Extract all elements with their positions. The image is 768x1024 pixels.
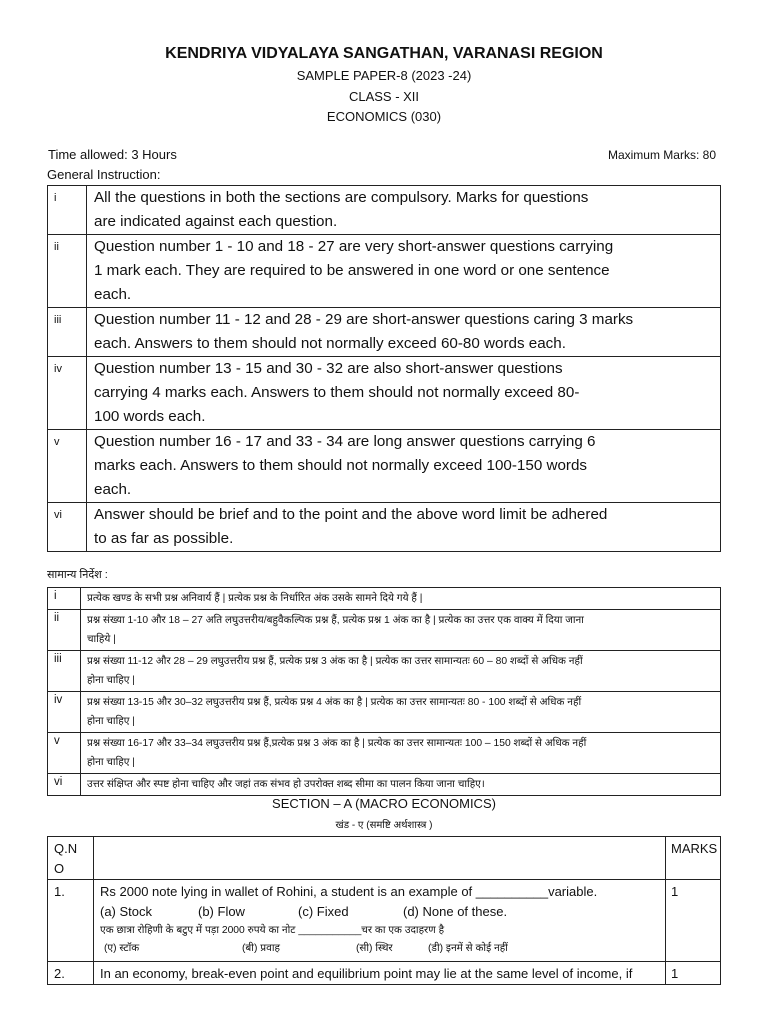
instruction-line: Question number 11 - 12 and 28 - 29 are short-answer questions caring 3 marks (94, 311, 634, 328)
class-title: CLASS - XII (348, 89, 420, 104)
instruction-hindi-line: उत्तर संक्षिप्त और स्पष्ट होना चाहिए और जहां तक संभव हो उपरोक्त शब्द सीमा का पालन किया जाना चाहिए। (87, 779, 485, 790)
option-c: (c) Fixed (298, 904, 349, 919)
option-d-hindi: (डी) इनमें से कोई नहीं (428, 943, 508, 954)
hindi-instructions-table (47, 587, 721, 796)
instruction-hindi-number: iv (48, 692, 81, 733)
question-marks: 1 (666, 880, 721, 962)
instruction-row (48, 430, 721, 503)
option-d: (d) None of these. (403, 904, 508, 919)
question-text: Rs 2000 note lying in wallet of Rohini, a student is an example of __________variable. (100, 884, 598, 899)
instruction-line: Question number 16 - 17 and 33 - 34 are long answer questions carrying 6 (94, 433, 596, 450)
question-row (48, 962, 721, 985)
section-title: SECTION – A (MACRO ECONOMICS) (272, 796, 496, 811)
instruction-line: Answer should be brief and to the point and the above word limit be adhered (94, 506, 608, 523)
instruction-hindi-row (48, 651, 721, 692)
instruction-text (87, 357, 721, 430)
paper-title: SAMPLE PAPER-8 (2023 -24) (296, 68, 472, 83)
question-options (100, 902, 660, 922)
maximum-marks: Maximum Marks: 80 (607, 148, 716, 162)
instruction-hindi-line: प्रश्न संख्या 16-17 और 33–34 लघुउत्तरीय प्रश्न हैं,प्रत्येक प्रश्न 3 अंक का है | प्रत्येक का उत्तर सामान्यतः 100 – 150 शब्दों से अधिक नहीं (87, 738, 587, 749)
instruction-line: each. (94, 286, 132, 303)
qno-header-line1: Q.N (54, 841, 78, 856)
option-a: (a) Stock (100, 904, 153, 919)
instruction-row (48, 503, 721, 552)
instruction-hindi-text (81, 610, 721, 651)
option-c-hindi: (सी) स्थिर (356, 943, 393, 954)
instruction-hindi-line: प्रत्येक खण्ड के सभी प्रश्न अनिवार्य हैं | प्रत्येक प्रश्न के निर्धारित अंक उसके सामने दिये गये हैं | (87, 593, 423, 604)
qno-header (48, 837, 94, 880)
instruction-hindi-line: होना चाहिए | (87, 757, 135, 768)
instruction-number: iv (48, 357, 87, 430)
instruction-row (48, 186, 721, 235)
instruction-hindi-text (81, 588, 721, 610)
time-allowed: Time allowed: 3 Hours (48, 147, 177, 162)
instruction-line: each. (94, 481, 132, 498)
instruction-number: i (48, 186, 87, 235)
option-b-hindi: (बी) प्रवाह (242, 943, 280, 954)
instruction-hindi-line: प्रश्न संख्या 11-12 और 28 – 29 लघुउत्तरीय प्रश्न हैं, प्रत्येक प्रश्न 3 अंक का है | प्रत्येक का उत्तर सामान्यतः 60 – 80 शब्दों से अधिक नहीं (87, 656, 583, 667)
section-title-hindi: खंड - ए (समष्टि अर्थशास्त्र ) (335, 820, 433, 831)
instruction-hindi-number: i (48, 588, 81, 610)
instruction-row (48, 357, 721, 430)
instruction-hindi-line: होना चाहिए | (87, 675, 135, 686)
instruction-hindi-line: होना चाहिए | (87, 716, 135, 727)
question-options-hindi (100, 940, 660, 961)
instruction-row (48, 235, 721, 308)
question-text: In an economy, break-even point and equilibrium point may lie at the same level of income, if (94, 962, 666, 985)
subject-title: ECONOMICS (030) (326, 109, 442, 124)
instruction-hindi-text (81, 651, 721, 692)
instruction-hindi-text (81, 692, 721, 733)
instruction-number: vi (48, 503, 87, 552)
questions-table (47, 836, 721, 985)
question-header-blank (94, 837, 666, 880)
instruction-hindi-row (48, 610, 721, 651)
question-text-hindi: एक छात्रा रोहिणी के बटुए में पड़ा 2000 रुपये का नोट ___________चर का एक उदाहरण है (100, 925, 445, 936)
instruction-line: Question number 13 - 15 and 30 - 32 are also short-answer questions (94, 360, 563, 377)
school-title: KENDRIYA VIDYALAYA SANGATHAN, VARANASI REGION (165, 45, 603, 62)
instruction-row (48, 308, 721, 357)
instruction-text (87, 503, 721, 552)
question-row (48, 880, 721, 962)
instruction-text (87, 430, 721, 503)
instruction-text (87, 186, 721, 235)
instruction-line: marks each. Answers to them should not normally exceed 100-150 words (94, 457, 587, 474)
instruction-line: each. Answers to them should not normally exceed 60-80 words each. (94, 335, 566, 352)
instruction-hindi-number: v (48, 733, 81, 774)
instruction-text (87, 308, 721, 357)
option-a-hindi: (ए) स्टॉक (104, 943, 140, 954)
instruction-line: are indicated against each question. (94, 213, 338, 230)
instruction-hindi-line: चाहिये | (87, 634, 116, 645)
instruction-line: carrying 4 marks each. Answers to them should not normally exceed 80- (94, 384, 580, 401)
instruction-hindi-text (81, 774, 721, 796)
qno-header-line2: O (54, 861, 65, 876)
instruction-line: to as far as possible. (94, 530, 234, 547)
instruction-hindi-row (48, 588, 721, 610)
instruction-number: ii (48, 235, 87, 308)
instruction-line: Question number 1 - 10 and 18 - 27 are very short-answer questions carrying (94, 238, 614, 255)
instruction-hindi-number: vi (48, 774, 81, 796)
question-number: 2. (48, 962, 94, 985)
instruction-number: v (48, 430, 87, 503)
questions-header-row (48, 837, 721, 880)
instruction-hindi-line: प्रश्न संख्या 13-15 और 30–32 लघुउत्तरीय प्रश्न हैं, प्रत्येक प्रश्न 4 अंक का है | प्रत्येक का उत्तर सामान्यतः 80 - 100 शब्दों से अधिक नहीं (87, 697, 582, 708)
marks-header: MARKS (666, 837, 721, 880)
instruction-line: 1 mark each. They are required to be answered in one word or one sentence (94, 262, 610, 279)
instruction-hindi-row (48, 733, 721, 774)
instruction-hindi-row (48, 692, 721, 733)
instruction-text (87, 235, 721, 308)
hindi-instructions-label: सामान्य निर्देश : (47, 569, 108, 581)
general-instruction-label: General Instruction: (47, 167, 161, 182)
instruction-hindi-text (81, 733, 721, 774)
instruction-hindi-number: iii (48, 651, 81, 692)
question-number: 1. (48, 880, 94, 962)
instruction-hindi-line: प्रश्न संख्या 1-10 और 18 – 27 अति लघुउत्तरीय/बहुवैकल्पिक प्रश्न हैं, प्रत्येक प्रश्न 1 अंक का है | प्रत्येक का उत्तर एक वाक्य में दिया जाना (87, 615, 584, 626)
question-body (94, 880, 666, 962)
instruction-hindi-number: ii (48, 610, 81, 651)
option-b: (b) Flow (198, 904, 245, 919)
instruction-line: All the questions in both the sections are compulsory. Marks for questions (94, 189, 589, 206)
instruction-hindi-row (48, 774, 721, 796)
english-instructions-table (47, 185, 721, 552)
instruction-number: iii (48, 308, 87, 357)
instruction-line: 100 words each. (94, 408, 206, 425)
question-marks: 1 (666, 962, 721, 985)
